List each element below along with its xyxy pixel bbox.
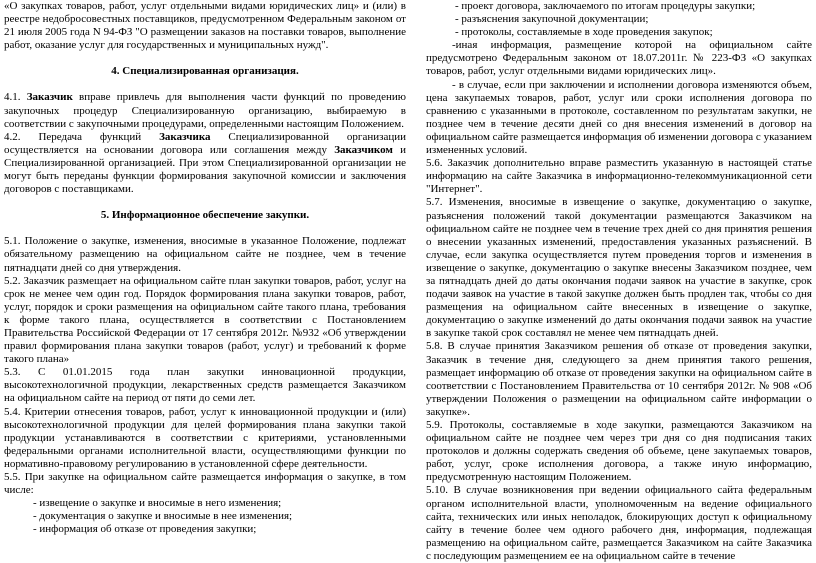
paragraph-text: и Специализированной организацией. При этом Специализированной организации не могут быть переданы функции формирования закупочной комиссии и заключения договоров с поставщиками.	[4, 143, 406, 196]
list-item: - разъяснения закупочной документации;	[455, 13, 649, 26]
paragraph-5-6: 5.6. Заказчик дополнительно вправе разместить указанную в настоящей статье информацию на сайте Заказчика в информационно-телекоммуникационной сети "Интернет".	[426, 157, 812, 196]
paragraph-5-9: 5.9. Протоколы, составляемые в ходе закупки, размещаются Заказчиком на официальном сайте не позднее чем через три дня со дня подписания таких протоколов и должны содержать сведения об объеме, цене закупаемых товаров, работ, услуг, сроке исполнения договора, а также иную информацию, предусмотренную настоящим Положением.	[426, 419, 812, 484]
bold-term: Заказчик	[26, 91, 73, 104]
paragraph-4-2	[4, 131, 406, 196]
spacer	[4, 52, 406, 65]
section-4-heading: 4. Специализированная организация.	[111, 65, 299, 78]
paragraph-5-10: 5.10. В случае возникновения при ведении официального сайта федеральным органом исполнительной власти, уполномоченным на ведение официального сайта, технических или иных неполадок, блокирующих доступ к официальному сайту в течение более чем одного рабочего дня, информация, подлежащая размещению на официальном сайте, размещается Заказчиком на сайте Заказчика с последующим размещением ее на официальном сайте в течение	[426, 484, 812, 562]
bold-term: Заказчика	[159, 130, 211, 143]
section-5-heading: 5. Информационное обеспечение закупки.	[100, 209, 310, 222]
paragraph-5-5: 5.5. При закупке на официальном сайте размещается информация о закупке, в том числе:	[4, 471, 406, 497]
intro-paragraph: «О закупках товаров, работ, услуг отдельными видами юридических лиц» и (или) в реестре недобросовестных поставщиков, предусмотренном Федеральным законом от 21 июля 2005 года N 94-ФЗ "О размещении заказов на поставки товаров, выполнение работ, оказание услуг для государственных и муниципальных нужд".	[4, 0, 406, 52]
list-item: - извещение о закупке и вносимые в него изменения;	[33, 497, 282, 510]
spacer	[4, 222, 406, 235]
spacer	[4, 78, 406, 91]
bold-term: Заказчиком	[334, 143, 393, 156]
paragraph-text: 4.2. Передача функций	[4, 130, 160, 143]
paragraph-5-8: 5.8. В случае принятия Заказчиком решения об отказе от проведения закупки, Заказчик в течение дня, следующего за днем принятия такого решения, размещает информацию об отказе от проведения закупки на официальном сайте в соответствии с Постановлением Правительства от 10 сентября 2012г. № 908 «Об утверждении Положения о размещении на официальном сайте информации о закупке».	[426, 340, 812, 418]
list-item: - информация об отказе от проведения закупки;	[33, 523, 257, 536]
paragraph-text: Специализированной организации осуществляется на основании договора или соглашения между	[4, 130, 406, 156]
list-item: - протоколы, составляемые в ходе проведения закупок;	[455, 26, 713, 39]
paragraph-5-7: 5.7. Изменения, вносимые в извещение о закупке, документацию о закупке, разъяснения положений такой документации размещаются Заказчиком на официальном сайте не позднее чем в течение трех дней со дня принятия решения о внесении указанных изменений, предоставления указанных разъяснений. В случае, если закупка осуществляется путем проведения торгов и изменения в извещение о закупке, документацию о закупке внесены Заказчиком позднее, чем за пятнадцать дней до даты окончания подачи заявок на участие в закупке, срок подачи заявок на участие в такой закупке должен быть продлен так, чтобы со дня размещения на официальном сайте внесенных в извещение о закупке, документацию о закупке изменений до даты окончания подачи заявок на участие в закупке такой срок составлял не менее чем пятнадцать дней.	[426, 196, 812, 340]
list-item: - документация о закупке и вносимые в нее изменения;	[33, 510, 293, 523]
list-item: - в случае, если при заключении и исполнении договора изменяются объем, цена закупаемых товаров, работ, услуг или сроки исполнения договора по сравнению с указанными в протоколе, составленном по результатам закупки, не позднее чем в течение десяти дней со дня внесения изменений в договор на официальном сайте размещается информация об изменении договора с указанием измененных условий.	[426, 78, 812, 157]
right-column	[426, 0, 812, 563]
paragraph-4-1	[4, 91, 406, 130]
list-item: -иная информация, размещение которой на официальном сайте предусмотрено Федеральным законом от 18.07.2011г. № 223-ФЗ «О закупках товаров, работ, услуг отдельными видами юридических лиц».	[426, 39, 812, 78]
paragraph-5-2: 5.2. Заказчик размещает на официальном сайте план закупки товаров, работ, услуг на срок не менее чем один год. Порядок формирования плана закупки товаров, работ, услуг, порядок и сроки размещения на официальном сайте такого плана, требования к форме такого плана, осуществляется в соответствии с Постановлением Правительства Российской Федерации от 17 сентября 2012г. №932 «Об утверждении правил формирования плана закупки товаров (работ, услуг) и требований к форме такого плана»	[4, 274, 406, 366]
list-item: - проект договора, заключаемого по итогам процедуры закупки;	[455, 0, 756, 12]
paragraph-5-4: 5.4. Критерии отнесения товаров, работ, услуг к инновационной продукции и (или) высокотехнологичной продукции для целей формирования плана закупки такой продукции устанавливаются в соответствии с критериями, установленными федеральными органами исполнительной власти, осуществляющими функции по нормативно-правовому регулированию в установленной сфере деятельности.	[4, 405, 406, 470]
paragraph-5-1: 5.1. Положение о закупке, изменения, вносимые в указанное Положение, подлежат обязательному размещению на официальном сайте не позднее, чем в течение пятнадцати дней со дня утверждения.	[4, 235, 406, 274]
paragraph-number: 4.1.	[4, 91, 27, 104]
paragraph-text: вправе привлечь для выполнения части функций по проведению закупочных процедур Специализированную организацию, выбираемую в соответствии с закупочными процедурами, определенными настоящим Положением.	[4, 91, 406, 130]
spacer	[4, 196, 406, 209]
paragraph-5-3: 5.3. С 01.01.2015 года план закупки инновационной продукции, высокотехнологичной продукции, лекарственных средств размещается Заказчиком на официальном сайте на период от пяти до семи лет.	[4, 366, 406, 405]
left-column	[4, 0, 406, 536]
